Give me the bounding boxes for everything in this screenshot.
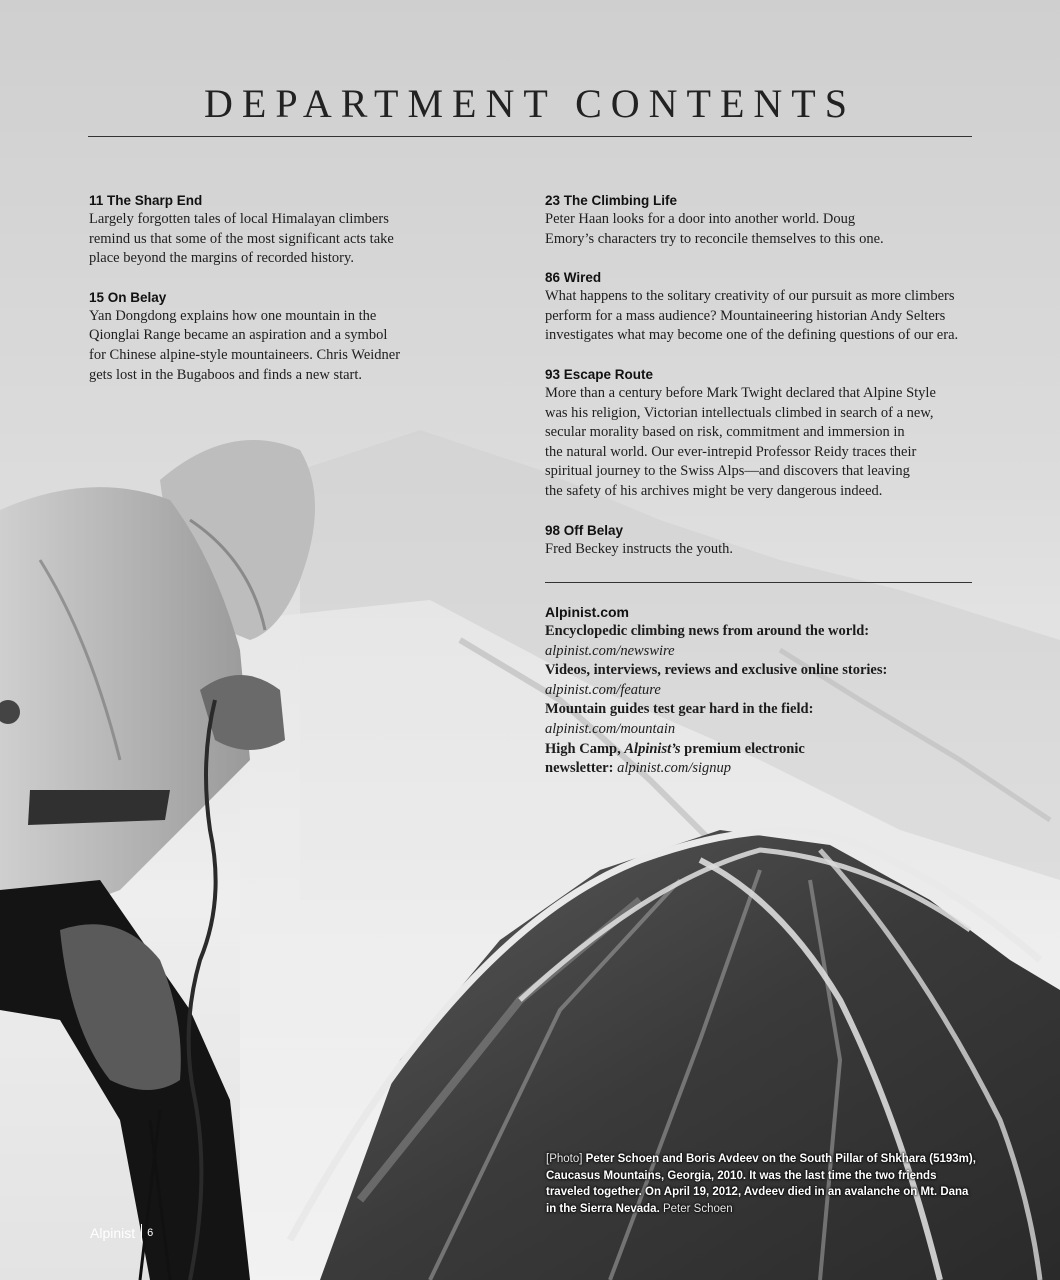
newswire-label: Encyclopedic climbing news from around the world:: [545, 623, 870, 639]
newswire-link[interactable]: alpinist.com/newswire: [545, 642, 675, 659]
page-number: 6: [147, 1227, 154, 1239]
caption-tag: [Photo]: [546, 1153, 583, 1165]
entry-heading[interactable]: 93 Escape Route: [545, 366, 654, 382]
footer-separator: [141, 1224, 142, 1242]
feature-label: Videos, interviews, reviews and exclusive online stories:: [545, 662, 888, 679]
photo-caption: [546, 1151, 978, 1217]
entry-description: What happens to the solitary creativity of our pursuit as more climbers perform for a mass audience? Mountaineering historian Andy Selters investigates what may become one of the defining questions of our era.: [545, 288, 959, 344]
mountain-label: Mountain guides test gear hard in the field:: [545, 701, 814, 718]
entry-heading[interactable]: 98 Off Belay: [545, 522, 624, 538]
website-divider: [545, 582, 972, 583]
left-column: [89, 191, 459, 404]
contents-entry-wired: [545, 268, 985, 346]
website-section: [545, 602, 985, 779]
mountain-link[interactable]: alpinist.com/mountain: [545, 720, 676, 737]
page-footer: [90, 1224, 153, 1242]
newsletter-link[interactable]: alpinist.com/signup: [617, 760, 732, 777]
newsletter-line: newsletter: alpinist.com/signup: [545, 760, 732, 777]
contents-entry-climbing-life: [545, 191, 985, 249]
right-column: [545, 191, 985, 578]
website-title[interactable]: Alpinist.com: [545, 604, 630, 620]
entry-heading[interactable]: 86 Wired: [545, 270, 602, 286]
entry-description: Yan Dongdong explains how one mountain in the Qionglai Range became an aspiration and a symbol for Chinese alpine-style mountaineers. Chris Weidner gets lost in the Bugaboos and finds a new start.: [89, 307, 401, 383]
entry-heading[interactable]: 15 On Belay: [89, 289, 167, 305]
feature-link[interactable]: alpinist.com/feature: [545, 681, 661, 698]
entry-description: Peter Haan looks for a door into another world. Doug Emory’s characters try to reconcile themselves to this one.: [545, 211, 884, 247]
caption-text: Peter Schoen and Boris Avdeev on the South Pillar of Shkhara (5193m), Caucasus Mountains, Georgia, 2010. It was the last time the two friends traveled together. On April 19, 2012, Avdeev died in an avalanche on Mt. Dana in the Sierra Nevada.: [546, 1153, 976, 1215]
entry-heading[interactable]: 23 The Climbing Life: [545, 193, 678, 208]
entry-description: Fred Beckey instructs the youth.: [545, 540, 734, 557]
contents-entry-off-belay: [545, 521, 985, 560]
caption-credit: Peter Schoen: [659, 1202, 733, 1215]
brand-logo: Alpinist: [90, 1225, 136, 1241]
climber-glove: [60, 924, 181, 1090]
entry-heading[interactable]: 11 The Sharp End: [89, 193, 203, 208]
contents-entry-sharp-end: [89, 191, 459, 269]
contents-entry-on-belay: [89, 288, 459, 385]
entry-description: Largely forgotten tales of local Himalayan climbers remind us that some of the most significant acts take place beyond the margins of recorded history.: [89, 211, 394, 267]
title-divider: [88, 136, 972, 137]
climber-harness: [28, 790, 170, 825]
newsletter-label: High Camp, Alpinist’s premium electronic: [545, 740, 805, 757]
contents-entry-escape-route: [545, 365, 985, 502]
entry-description: More than a century before Mark Twight declared that Alpine Style was his religion, Victorian intellectuals climbed in search of a new, secular morality based on risk, commitment and immersion in the natural world. Our ever-intrepid Professor Reidy traces their spiritual journey to the Swiss Alps—and discovers that leaving the safety of his archives might be very dangerous indeed.: [545, 384, 936, 499]
page-title: DEPARTMENT CONTENTS: [204, 81, 856, 126]
